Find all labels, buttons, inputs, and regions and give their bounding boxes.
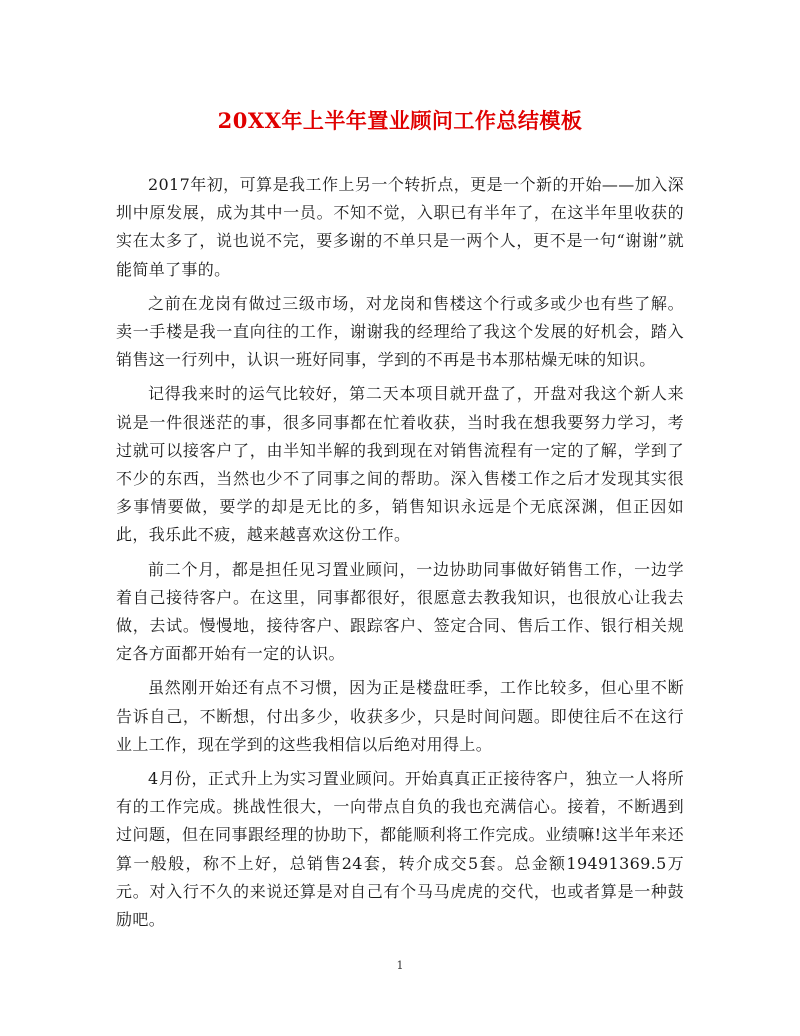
page-number: 1 bbox=[396, 959, 404, 972]
paragraph: 4月份，正式升上为实习置业顾问。开始真真正正接待客户，独立一人将所有的工作完成。挑战性很大，一向带点自负的我也充满信心。接着，不断遇到过问题，但在同事跟经理的协助下，都能顺利将工作完成。业绩嘛!这半年来还算一般般，称不上好，总销售24套，转介成交5套。总金额19491369.5万元。对入行不久的来说还算是对自己有个马马虎虎的交代，也或者算是一种鼓励吧。 bbox=[116, 769, 684, 930]
paragraph: 虽然刚开始还有点不习惯，因为正是楼盘旺季，工作比较多，但心里不断告诉自己，不断想，付出多少，收获多少，只是时间问题。即使往后不在这行业上工作，现在学到的这些我相信以后绝对用得上。 bbox=[116, 678, 684, 754]
document-title: 20XX年上半年置业顾问工作总结模板 bbox=[217, 108, 583, 133]
paragraph: 记得我来时的运气比较好，第二天本项目就开盘了，开盘对我这个新人来说是一件很迷茫的事，很多同事都在忙着收获，当时我在想我要努力学习，考过就可以接客户了，由半知半解的我到现在对销售流程有一定的了解，学到了不少的东西，当然也少不了同事之间的帮助。深入售楼工作之后才发现其实很多事情要做，要学的却是无比的多，销售知识永远是个无底深渊，但正因如此，我乐此不疲，越来越喜欢这份工作。 bbox=[116, 384, 684, 545]
paragraph: 前二个月，都是担任见习置业顾问，一边协助同事做好销售工作，一边学着自己接待客户。在这里，同事都很好，很愿意去教我知识，也很放心让我去做，去试。慢慢地，接待客户、跟踪客户、签定合同、售后工作、银行相关规定各方面都开始有一定的认识。 bbox=[116, 559, 684, 664]
document-body bbox=[116, 171, 684, 940]
paragraph: 2017年初，可算是我工作上另一个转折点，更是一个新的开始——加入深圳中原发展，成为其中一员。不知不觉，入职已有半年了，在这半年里收获的实在太多了，说也说不完，要多谢的不单只是一两个人，更不是一句“谢谢”就能简单了事的。 bbox=[116, 175, 684, 279]
paragraph: 之前在龙岗有做过三级市场，对龙岗和售楼这个行或多或少也有些了解。卖一手楼是我一直向往的工作，谢谢我的经理给了我这个发展的好机会，踏入销售这一行列中，认识一班好同事，学到的不再是书本那枯燥无味的知识。 bbox=[116, 293, 684, 370]
